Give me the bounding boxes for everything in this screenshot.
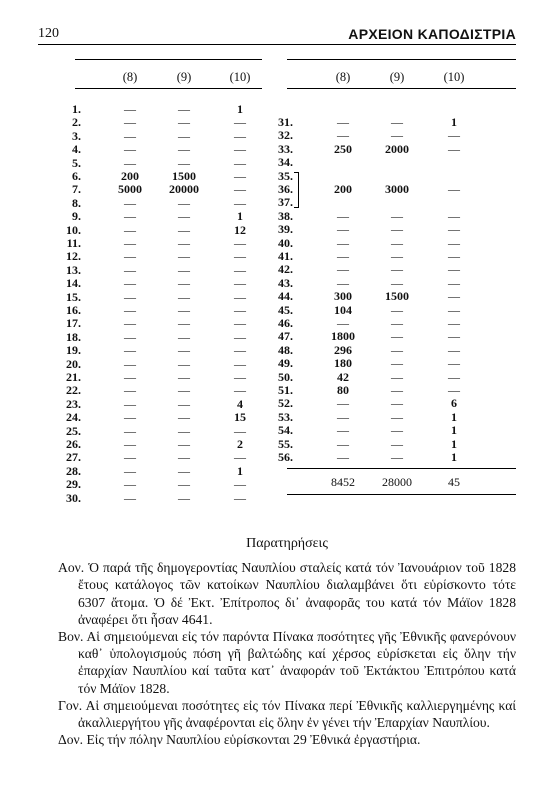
row-number: 49. (278, 356, 293, 371)
row-number: 43. (278, 275, 293, 290)
table-cell: — (448, 208, 460, 223)
table-cell: — (124, 102, 136, 116)
table-cell: — (124, 423, 136, 438)
table-cell: — (178, 490, 190, 505)
row-number: 13. (66, 262, 81, 277)
table-cell: — (337, 275, 349, 290)
table-cell: — (124, 249, 136, 264)
table-cell: — (391, 208, 403, 223)
table-cell: — (234, 356, 246, 371)
row-number: 19. (66, 343, 81, 358)
row-number: 50. (278, 369, 293, 384)
table-cell: — (448, 128, 460, 143)
table-cell: — (448, 141, 460, 156)
table-cell: — (391, 409, 403, 424)
row-number: 56. (278, 450, 293, 464)
table-cell: — (391, 436, 403, 451)
table-cell: — (234, 490, 246, 505)
table-cell: 104 (334, 302, 352, 317)
running-title: ΑΡΧΕΙΟΝ ΚΑΠΟΔΙΣΤΡΙΑ (348, 26, 516, 42)
note-paragraph-d: Δον. Εἰς τήν πόλην Ναυπλίου εὑρίσκονται 29 Ἐθνικά ἐργαστήρια. (58, 732, 421, 748)
table-cell: — (337, 262, 349, 277)
row-number: 5. (72, 155, 81, 170)
table-cell: — (448, 329, 460, 344)
table-cell: 1500 (385, 289, 409, 304)
table-cell: — (391, 383, 403, 397)
row-number: 46. (278, 316, 293, 330)
row-number: 44. (278, 289, 293, 304)
table-cell: — (124, 222, 136, 237)
row-number: 51. (278, 383, 293, 397)
table-cell: — (448, 289, 460, 304)
row-number: 2. (72, 115, 81, 130)
row-number: 45. (278, 302, 293, 317)
table-cell: — (234, 169, 246, 183)
table-cell: — (124, 356, 136, 371)
table-cell: — (234, 450, 246, 465)
total-cell: 8452 (331, 475, 355, 490)
table-cell: — (178, 262, 190, 277)
table-cell: 1 (451, 436, 457, 451)
table-cell: 1 (451, 409, 457, 424)
table-cell: — (234, 370, 246, 384)
table-cell: — (391, 329, 403, 344)
row-number: 55. (278, 436, 293, 451)
table-cell: — (391, 450, 403, 464)
table-cell: — (234, 115, 246, 130)
table-cell: — (337, 423, 349, 438)
table-cell: — (234, 383, 246, 398)
table-cell: — (124, 195, 136, 210)
table-cell: 300 (334, 289, 352, 304)
note-paragraph-a: Αον. Ὁ παρά τῆς δημογεροντίας Ναυπλίου σταλείς κατά τόν Ἰανουάριον τοῦ 1828 ἔτους κατάλογος τῶν κατοίκων Ναυπλίου διαλαμβάνει ὅτι εὑρίσκοντο τότε 6307 ἄτομα. Ὁ δέ Ἐκτ. Ἐπίτροπος δι᾽ ἀναφορᾶς του κατά τόν Μάϊον 1828 ἀναφέρει ὅτι ἦσαν 4641. (58, 560, 516, 627)
table-cell: — (234, 262, 246, 277)
table-cell: — (178, 356, 190, 371)
table-cell: — (337, 128, 349, 143)
row-number: 53. (278, 409, 293, 424)
table-cell: — (337, 222, 349, 237)
row-number: 8. (72, 195, 81, 210)
column-header: (10) (443, 70, 465, 84)
column-header: (9) (176, 70, 192, 84)
table-cell: 2000 (385, 141, 409, 156)
table-cell: — (234, 423, 246, 438)
table-cell: — (124, 396, 136, 411)
table-cell: — (391, 302, 403, 317)
table-cell: — (178, 236, 190, 250)
table-cell: — (391, 396, 403, 411)
table-cell: — (124, 450, 136, 465)
table-cell: — (337, 396, 349, 411)
row-number: 11. (66, 236, 81, 250)
table-cell: 80 (337, 383, 349, 397)
row-number: 10. (66, 222, 81, 237)
table-cell: 1 (237, 463, 243, 478)
table-cell: — (234, 329, 246, 344)
table-cell: — (178, 396, 190, 411)
table-cell: — (178, 450, 190, 465)
row-number: 1. (72, 102, 81, 116)
table-cell: — (234, 128, 246, 143)
table-cell: 1 (451, 115, 457, 129)
row-number: 37. (278, 195, 293, 210)
totals-rule (287, 468, 516, 469)
table-cell: — (234, 249, 246, 264)
row-number: 33. (278, 141, 293, 156)
column-header: (10) (229, 70, 251, 84)
row-number: 6. (72, 169, 81, 183)
table-cell: — (178, 423, 190, 438)
table-header-rule (287, 88, 516, 89)
table-cell: — (391, 128, 403, 143)
table-cell: — (391, 316, 403, 330)
column-header: (8) (335, 70, 351, 84)
table-cell: — (178, 195, 190, 210)
table-header-rule (75, 88, 262, 89)
table-cell: 1800 (331, 329, 355, 344)
table-cell: — (391, 356, 403, 371)
table-cell: — (178, 437, 190, 451)
table-cell: — (448, 342, 460, 357)
table-cell: — (234, 276, 246, 291)
table-cell: 42 (337, 369, 349, 384)
table-cell: — (178, 222, 190, 237)
row-number: 40. (278, 235, 293, 250)
table-cell: — (234, 477, 246, 492)
table-cell: — (448, 249, 460, 263)
note-paragraph-c: Γον. Αἱ σημειούμεναι ποσότητες εἰς τόν Πίνακα περί Ἐθνικῆς καλλιεργημένης καί ἀκαλλιεργήτου γῆς ἀναφέρονται εἰς ὅλην ἐν γένει τήν Ἐπαρχίαν Ναυπλίου. (58, 697, 516, 731)
row-number: 30. (66, 490, 81, 505)
table-cell: — (124, 490, 136, 505)
row-number: 21. (66, 370, 81, 384)
table-cell: 250 (334, 141, 352, 156)
table-cell: — (178, 249, 190, 264)
table-cell: — (448, 182, 460, 196)
row-number: 7. (72, 182, 81, 197)
table-cell: — (337, 450, 349, 464)
row-number: 31. (278, 115, 293, 129)
table-cell: — (124, 343, 136, 358)
row-number: 14. (66, 276, 81, 291)
table-cell: — (337, 115, 349, 129)
table-cell: 1 (451, 450, 457, 464)
table-cell: 200 (121, 169, 139, 183)
table-cell: — (124, 155, 136, 170)
table-cell: — (448, 356, 460, 371)
table-cell: — (124, 370, 136, 384)
row-number: 54. (278, 423, 293, 438)
table-cell: 200 (334, 182, 352, 196)
column-header: (8) (122, 70, 138, 84)
table-cell: 180 (334, 356, 352, 371)
table-cell: — (391, 235, 403, 250)
table-top-rule (287, 59, 516, 60)
table-cell: — (178, 316, 190, 331)
row-number: 15. (66, 289, 81, 304)
table-cell: — (448, 222, 460, 237)
row-number: 36. (278, 182, 293, 196)
row-number: 41. (278, 249, 293, 263)
row-number: 4. (72, 142, 81, 157)
table-cell: — (234, 155, 246, 170)
table-cell: — (337, 409, 349, 424)
row-number: 20. (66, 356, 81, 371)
row-number: 52. (278, 396, 293, 411)
table-cell: — (391, 342, 403, 357)
total-cell: 45 (448, 475, 460, 490)
table-cell: 20000 (169, 182, 199, 197)
table-cell: — (448, 302, 460, 317)
table-cell: — (124, 329, 136, 344)
table-cell: — (337, 436, 349, 451)
row-number: 38. (278, 208, 293, 223)
table-cell: — (178, 463, 190, 478)
table-cell: — (234, 289, 246, 304)
row-number: 16. (66, 303, 81, 317)
table-cell: 3000 (385, 182, 409, 196)
table-cell: 5000 (118, 182, 142, 197)
page-header (38, 26, 516, 44)
table-cell: — (178, 343, 190, 358)
table-cell: — (178, 289, 190, 304)
table-cell: — (234, 303, 246, 317)
table-cell: 15 (234, 410, 246, 425)
table-cell: — (234, 343, 246, 358)
row-number: 12. (66, 249, 81, 264)
header-rule (38, 44, 516, 45)
table-cell: — (234, 182, 246, 197)
column-header: (9) (389, 70, 405, 84)
row-number: 17. (66, 316, 81, 331)
row-number: 35. (278, 168, 293, 183)
table-cell: — (124, 262, 136, 277)
row-number: 26. (66, 437, 81, 451)
row-number: 24. (66, 410, 81, 425)
table-cell: — (448, 316, 460, 330)
table-cell: — (178, 128, 190, 143)
row-number: 29. (66, 477, 81, 492)
table-cell: — (234, 316, 246, 331)
row-number: 3. (72, 128, 81, 143)
table-cell: — (337, 235, 349, 250)
table-cell: — (124, 276, 136, 291)
table-cell: — (124, 236, 136, 250)
table-cell: — (124, 383, 136, 398)
table-cell: — (178, 410, 190, 425)
row-number: 47. (278, 329, 293, 344)
table-cell: — (234, 195, 246, 210)
row-number: 32. (278, 128, 293, 143)
table-cell: — (124, 128, 136, 143)
table-cell: — (448, 383, 460, 397)
notes-title: Παρατηρήσεις (246, 536, 328, 551)
table-cell: — (124, 115, 136, 130)
row-number: 23. (66, 396, 81, 411)
table-cell: — (178, 209, 190, 224)
table-cell: — (337, 316, 349, 330)
row-number: 9. (72, 209, 81, 224)
table-cell: — (178, 115, 190, 130)
row-group-bracket (294, 172, 299, 209)
table-cell: — (391, 262, 403, 277)
table-cell: — (391, 369, 403, 384)
table-cell: — (124, 410, 136, 425)
row-number: 22. (66, 383, 81, 398)
table-cell: — (391, 115, 403, 129)
row-number: 27. (66, 450, 81, 465)
table-cell: — (448, 369, 460, 384)
total-cell: 28000 (382, 475, 412, 490)
row-number: 18. (66, 329, 81, 344)
row-number: 48. (278, 342, 293, 357)
row-number: 28. (66, 463, 81, 478)
table-cell: 296 (334, 342, 352, 357)
table-cell: — (178, 276, 190, 291)
table-cell: 1 (451, 423, 457, 438)
table-cell: — (124, 316, 136, 331)
table-cell: — (178, 155, 190, 170)
table-cell: — (178, 142, 190, 157)
table-cell: — (234, 236, 246, 250)
table-cell: 1 (237, 209, 243, 224)
row-number: 42. (278, 262, 293, 277)
table-cell: 1 (237, 102, 243, 116)
table-cell: — (448, 275, 460, 290)
table-cell: — (178, 102, 190, 116)
table-cell: 1500 (172, 169, 196, 183)
table-cell: — (178, 370, 190, 384)
table-cell: — (391, 423, 403, 438)
table-cell: 12 (234, 222, 246, 237)
row-number: 39. (278, 222, 293, 237)
row-number: 25. (66, 423, 81, 438)
table-cell: — (178, 303, 190, 317)
table-cell: — (448, 262, 460, 277)
table-cell: — (448, 235, 460, 250)
row-number: 34. (278, 155, 293, 170)
table-cell: — (124, 477, 136, 492)
table-cell: 4 (237, 396, 243, 411)
table-cell: — (337, 208, 349, 223)
table-cell: — (124, 142, 136, 157)
table-cell: — (178, 477, 190, 492)
table-cell: — (124, 437, 136, 451)
table-cell: 6 (451, 396, 457, 411)
table-cell: — (124, 303, 136, 317)
table-cell: — (391, 275, 403, 290)
table-cell: 2 (237, 437, 243, 451)
table-cell: — (391, 222, 403, 237)
table-cell: — (234, 142, 246, 157)
table-cell: — (178, 329, 190, 344)
table-top-rule (75, 59, 262, 60)
table-cell: — (178, 383, 190, 398)
table-cell: — (124, 463, 136, 478)
table-cell: — (124, 209, 136, 224)
page-number: 120 (38, 26, 59, 41)
table-cell: — (337, 249, 349, 263)
note-paragraph-b: Βον. Αἱ σημειούμεναι εἰς τόν παρόντα Πίνακα ποσότητες γῆς Ἐθνικῆς φανερόνουν καθ᾽ ὑπολογισμούς πόση γῆ βαλτώδης καί χέρσος εὑρίσκεται εἰς ὅλην τήν ἐπαρχίαν Ναυπλίου καί ταῦτα κατ᾽ ἀναφοράν τοῦ Ἐκτάκτου Ἐπιτρόπου κατά τόν Μάϊον 1828. (58, 629, 516, 696)
table-bottom-rule (287, 494, 516, 495)
table-cell: — (124, 289, 136, 304)
notes-section (58, 535, 516, 748)
table-cell: — (391, 249, 403, 263)
